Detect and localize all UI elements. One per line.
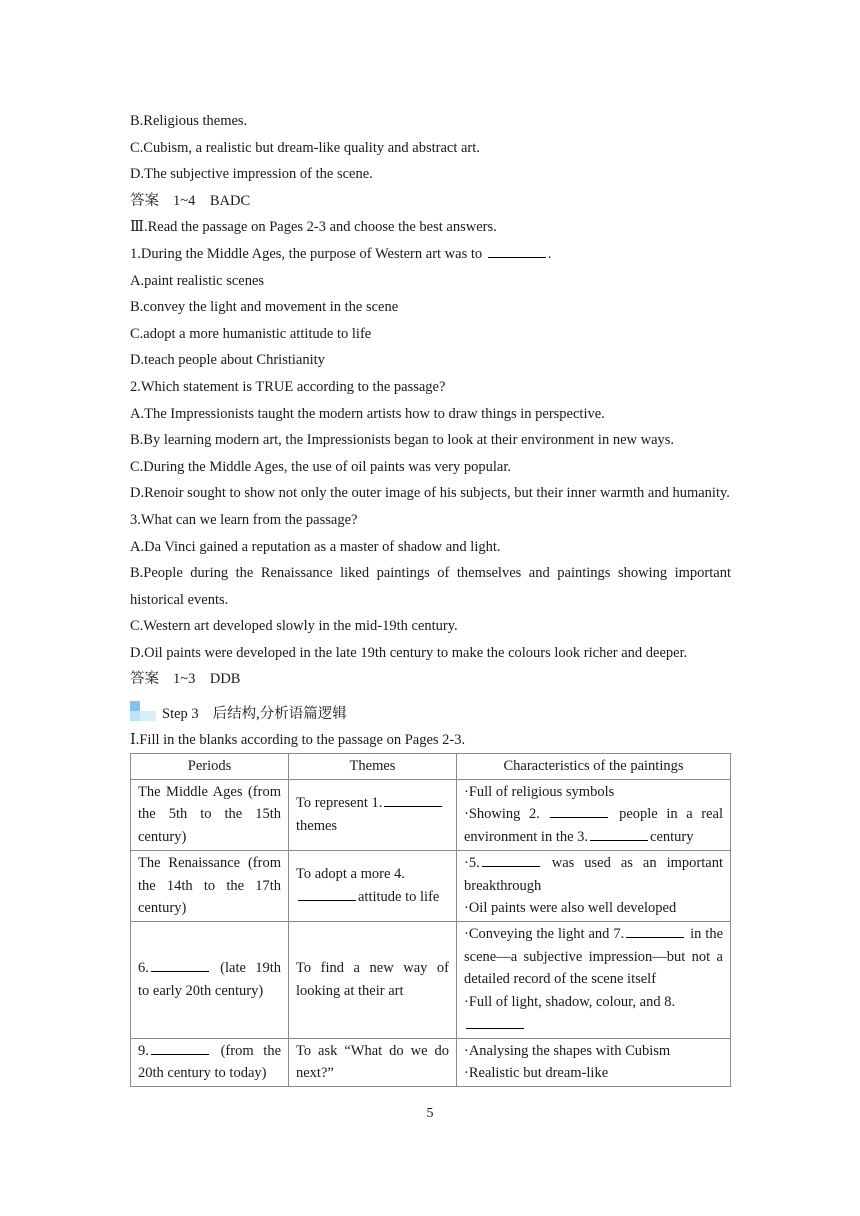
- step-subtitle: 后结构,分析语篇逻辑: [212, 705, 347, 722]
- answer-blank: [384, 794, 442, 807]
- theme-cell: To find a new way of looking at their art: [289, 921, 457, 1038]
- table-row: [131, 1038, 731, 1086]
- characteristic-text: ·Full of light, shadow, colour, and 8.: [464, 994, 676, 1011]
- option-c: C.Cubism, a realistic but dream-like quality and abstract art.: [130, 139, 480, 156]
- document-page: [130, 108, 731, 1087]
- fill-heading: Ⅰ.Fill in the blanks according to the passage on Pages 2-3.: [130, 732, 466, 749]
- characteristic-text: ·Oil paints were also well developed: [464, 900, 677, 917]
- step-label: Step 3: [162, 705, 199, 722]
- answer-blank: [626, 925, 684, 938]
- q2-option-b: B.By learning modern art, the Impressionists began to look at their environment in new ways.: [130, 432, 675, 449]
- answer-blank: [151, 959, 209, 972]
- period-cell: [131, 1038, 289, 1086]
- header-periods: Periods: [131, 754, 289, 780]
- answer-blank: [488, 245, 546, 258]
- characteristic-text: was used as an important breakthrough: [464, 854, 723, 894]
- option-b: B.Religious themes.: [130, 113, 248, 129]
- q2-option-c: C.During the Middle Ages, the use of oil paints was very popular.: [130, 458, 511, 475]
- answer-line-1: [130, 188, 731, 215]
- answer-line-2: [130, 666, 731, 693]
- characteristic-text: in the scene—a subjective impression—but not a detailed record of the scene itself: [464, 925, 724, 988]
- answer-blank: [590, 828, 648, 841]
- step-header: [130, 695, 731, 729]
- characteristic-text: ·Realistic but dream-like: [464, 1065, 609, 1082]
- characteristic-text: ·Showing 2.: [464, 806, 540, 823]
- option-d: D.The subjective impression of the scene.: [130, 166, 373, 183]
- period-cell: [131, 921, 289, 1038]
- header-characteristics: Characteristics of the paintings: [457, 754, 731, 780]
- question-1: [130, 241, 731, 268]
- answer-blank: [466, 1016, 524, 1029]
- characteristics-cell: [457, 1038, 731, 1086]
- theme-text: themes: [296, 817, 338, 834]
- characteristic-text: ·Conveying the light and 7.: [464, 925, 625, 942]
- q1-option-a: A.paint realistic scenes: [130, 272, 265, 289]
- answer-value: 1~4 BADC: [173, 192, 251, 209]
- question-3: 3.What can we learn from the passage?: [130, 511, 358, 528]
- characteristics-cell: [457, 921, 731, 1038]
- answer-value: 1~3 DDB: [173, 671, 241, 688]
- step-bars-icon: [130, 701, 156, 723]
- header-themes: Themes: [289, 754, 457, 780]
- table-row: [131, 850, 731, 921]
- answer-blank: [550, 805, 608, 818]
- period-cell: The Renaissance (from the 14th to the 17th century): [131, 850, 289, 921]
- q1-option-b: B.convey the light and movement in the scene: [130, 299, 399, 316]
- period-text: (from the 20th century to today): [138, 1042, 282, 1082]
- page-number: 5: [426, 1106, 434, 1121]
- theme-cell: To ask “What do we do next?”: [289, 1038, 457, 1086]
- section3-heading: Ⅲ.Read the passage on Pages 2-3 and choose the best answers.: [130, 219, 497, 236]
- question-2: 2.Which statement is TRUE according to the passage?: [130, 378, 446, 395]
- characteristic-text: ·Full of religious symbols: [464, 783, 615, 800]
- characteristics-cell: [457, 779, 731, 850]
- answer-blank: [482, 854, 540, 867]
- q2-option-a: A.The Impressionists taught the modern artists how to draw things in perspective.: [130, 405, 605, 422]
- answer-label: 答案: [130, 192, 159, 209]
- theme-cell: [289, 779, 457, 850]
- periods-table: [130, 753, 731, 1087]
- theme-text: attitude to life: [358, 888, 440, 905]
- theme-cell: [289, 850, 457, 921]
- step-title: [162, 702, 347, 723]
- answer-blank: [298, 888, 356, 901]
- q1-option-d: D.teach people about Christianity: [130, 352, 325, 369]
- characteristic-text: people in a real environment in the 3.: [464, 806, 723, 846]
- characteristic-text: ·Analysing the shapes with Cubism: [464, 1042, 671, 1059]
- question-1-stem: 1.During the Middle Ages, the purpose of Western art was to: [130, 245, 483, 262]
- q1-option-c: C.adopt a more humanistic attitude to life: [130, 325, 372, 342]
- table-row: [131, 779, 731, 850]
- table-header-row: [131, 754, 731, 780]
- answer-label: 答案: [130, 671, 159, 688]
- q3-option-c: C.Western art developed slowly in the mid-19th century.: [130, 618, 458, 635]
- characteristic-text: ·5.: [464, 854, 480, 871]
- characteristic-text: century: [650, 829, 694, 846]
- answer-blank: [151, 1042, 209, 1055]
- period-cell: The Middle Ages (from the 5th to the 15th century): [131, 779, 289, 850]
- q3-option-a: A.Da Vinci gained a reputation as a master of shadow and light.: [130, 538, 501, 555]
- q3-option-d: D.Oil paints were developed in the late 19th century to make the colours look richer and deeper.: [130, 644, 688, 661]
- theme-text: To represent 1.: [296, 795, 383, 812]
- characteristics-cell: [457, 850, 731, 921]
- q3-option-b: B.People during the Renaissance liked paintings of themselves and paintings showing important historical events.: [130, 565, 731, 608]
- period-text: 9.: [138, 1042, 149, 1059]
- question-1-end: .: [547, 245, 552, 262]
- q2-option-d: D.Renoir sought to show not only the outer image of his subjects, but their inner warmth and humanity.: [130, 485, 730, 502]
- theme-text: To adopt a more 4.: [296, 866, 405, 883]
- period-text: (late 19th to early 20th century): [138, 960, 281, 999]
- table-row: [131, 921, 731, 1038]
- period-text: 6.: [138, 960, 149, 977]
